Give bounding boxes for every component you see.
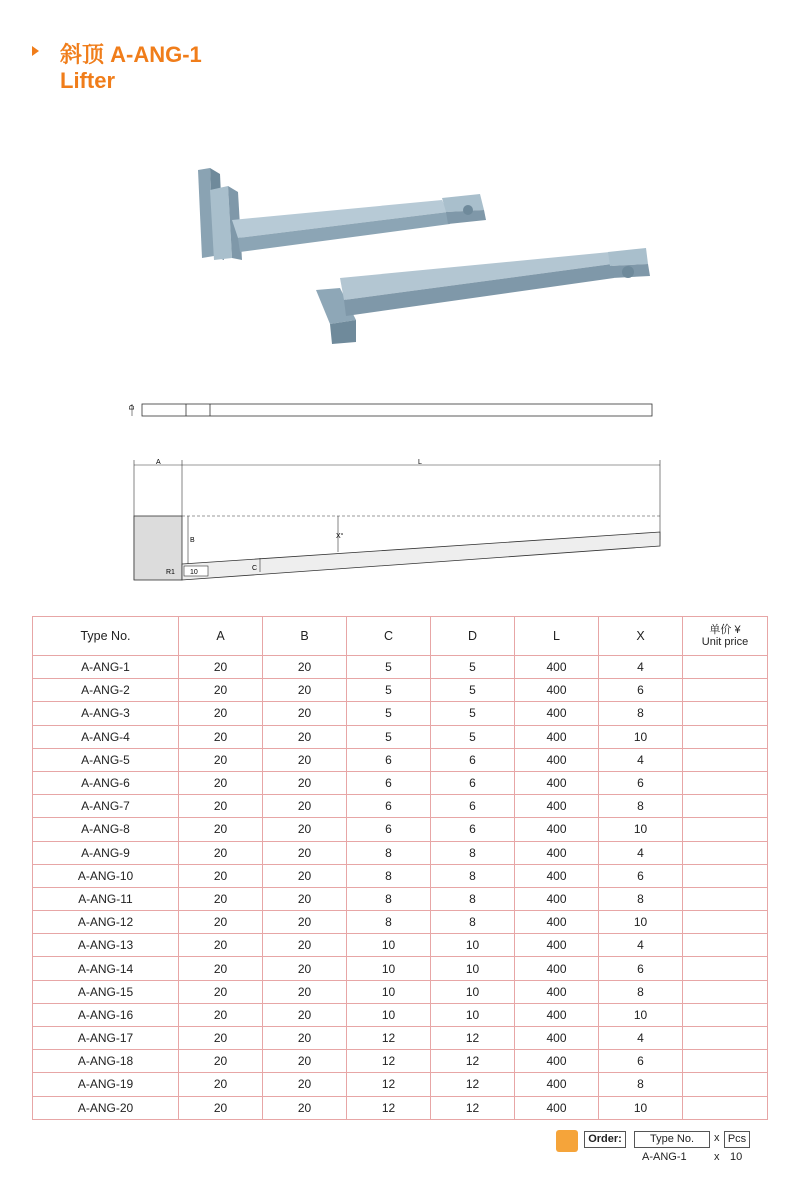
table-cell: 400 bbox=[515, 1050, 599, 1073]
table-cell: 10 bbox=[347, 980, 431, 1003]
table-cell: 8 bbox=[431, 864, 515, 887]
table-cell: 400 bbox=[515, 679, 599, 702]
order-times-2: x bbox=[714, 1151, 720, 1163]
table-cell: 400 bbox=[515, 748, 599, 771]
table-row bbox=[33, 957, 768, 980]
table-cell: 4 bbox=[599, 934, 683, 957]
table-cell: 8 bbox=[599, 1073, 683, 1096]
table-cell: A-ANG-5 bbox=[33, 748, 179, 771]
column-header: D bbox=[431, 617, 515, 656]
table-cell: 20 bbox=[263, 656, 347, 679]
table-cell: 6 bbox=[599, 679, 683, 702]
triangle-bullet-icon bbox=[32, 46, 39, 56]
unit-price-cell bbox=[683, 1003, 768, 1026]
table-row bbox=[33, 1003, 768, 1026]
unit-price-cell bbox=[683, 1096, 768, 1119]
table-cell: 20 bbox=[263, 1027, 347, 1050]
order-label: Order: bbox=[584, 1131, 626, 1148]
table-cell: A-ANG-10 bbox=[33, 864, 179, 887]
table-cell: 10 bbox=[599, 1003, 683, 1026]
unit-price-cell bbox=[683, 818, 768, 841]
order-qty-value: 10 bbox=[730, 1151, 743, 1163]
table-row bbox=[33, 771, 768, 794]
table-row bbox=[33, 980, 768, 1003]
table-cell: 20 bbox=[263, 702, 347, 725]
table-row bbox=[33, 1096, 768, 1119]
table-cell: 8 bbox=[431, 887, 515, 910]
table-cell: 20 bbox=[179, 795, 263, 818]
unit-price-cell bbox=[683, 841, 768, 864]
unit-price-cell bbox=[683, 887, 768, 910]
table-cell: 20 bbox=[179, 771, 263, 794]
table-cell: 6 bbox=[599, 771, 683, 794]
table-cell: 8 bbox=[347, 841, 431, 864]
table-cell: 5 bbox=[347, 679, 431, 702]
table-body bbox=[33, 656, 768, 1120]
table-cell: A-ANG-19 bbox=[33, 1073, 179, 1096]
dim-r1-label: R1 bbox=[166, 569, 175, 576]
table-cell: A-ANG-2 bbox=[33, 679, 179, 702]
table-cell: 400 bbox=[515, 818, 599, 841]
table-cell: 5 bbox=[431, 656, 515, 679]
table-cell: 400 bbox=[515, 1096, 599, 1119]
table-cell: 400 bbox=[515, 1003, 599, 1026]
unit-price-cell bbox=[683, 1073, 768, 1096]
table-cell: 400 bbox=[515, 911, 599, 934]
table-row bbox=[33, 1050, 768, 1073]
table-cell: 6 bbox=[431, 771, 515, 794]
table-cell: 6 bbox=[347, 818, 431, 841]
column-header: Type No. bbox=[33, 617, 179, 656]
table-cell: 12 bbox=[347, 1027, 431, 1050]
table-cell: 20 bbox=[263, 748, 347, 771]
dim-10-label: 10 bbox=[190, 569, 198, 576]
table-row bbox=[33, 702, 768, 725]
table-row bbox=[33, 656, 768, 679]
table-cell: A-ANG-16 bbox=[33, 1003, 179, 1026]
table-cell: 20 bbox=[179, 864, 263, 887]
table-cell: 10 bbox=[431, 980, 515, 1003]
table-cell: 20 bbox=[263, 679, 347, 702]
table-cell: A-ANG-7 bbox=[33, 795, 179, 818]
table-cell: 20 bbox=[179, 887, 263, 910]
table-cell: 20 bbox=[263, 911, 347, 934]
table-cell: 400 bbox=[515, 887, 599, 910]
table-cell: A-ANG-3 bbox=[33, 702, 179, 725]
unit-price-cell bbox=[683, 1050, 768, 1073]
page-title: 斜顶 A-ANG-1 bbox=[60, 42, 202, 67]
unit-price-cn: 单价 ¥ bbox=[709, 624, 741, 636]
table-cell: 400 bbox=[515, 795, 599, 818]
table-cell: 10 bbox=[431, 957, 515, 980]
table-cell: 400 bbox=[515, 771, 599, 794]
table-cell: 12 bbox=[347, 1050, 431, 1073]
table-cell: 10 bbox=[599, 725, 683, 748]
table-cell: 12 bbox=[431, 1096, 515, 1119]
order-type-value: A-ANG-1 bbox=[642, 1151, 687, 1163]
table-cell: 8 bbox=[599, 702, 683, 725]
table-cell: 400 bbox=[515, 841, 599, 864]
table-cell: A-ANG-4 bbox=[33, 725, 179, 748]
table-cell: 4 bbox=[599, 748, 683, 771]
table-cell: 6 bbox=[347, 748, 431, 771]
spec-table bbox=[32, 616, 768, 1120]
table-row bbox=[33, 1027, 768, 1050]
table-cell: 400 bbox=[515, 957, 599, 980]
dim-b-label: B bbox=[190, 537, 195, 544]
table-cell: 400 bbox=[515, 1073, 599, 1096]
table-cell: 20 bbox=[263, 864, 347, 887]
table-cell: A-ANG-13 bbox=[33, 934, 179, 957]
table-cell: 10 bbox=[347, 957, 431, 980]
table-cell: 20 bbox=[179, 934, 263, 957]
table-cell: 400 bbox=[515, 656, 599, 679]
table-cell: 20 bbox=[263, 1050, 347, 1073]
table-cell: 20 bbox=[179, 957, 263, 980]
unit-price-cell bbox=[683, 957, 768, 980]
dim-c-label: C bbox=[252, 565, 258, 572]
table-cell: 5 bbox=[347, 725, 431, 748]
table-cell: 20 bbox=[179, 725, 263, 748]
unit-price-en: Unit price bbox=[701, 636, 749, 648]
unit-price-cell bbox=[683, 771, 768, 794]
table-cell: 20 bbox=[263, 957, 347, 980]
table-cell: 6 bbox=[431, 795, 515, 818]
table-row bbox=[33, 795, 768, 818]
table-cell: 5 bbox=[431, 679, 515, 702]
table-cell: 20 bbox=[263, 841, 347, 864]
table-cell: 20 bbox=[263, 1073, 347, 1096]
table-cell: 20 bbox=[263, 725, 347, 748]
table-cell: 20 bbox=[179, 679, 263, 702]
table-cell: 20 bbox=[263, 980, 347, 1003]
dim-x-label: X° bbox=[336, 533, 344, 540]
unit-price-cell bbox=[683, 980, 768, 1003]
table-cell: 8 bbox=[347, 864, 431, 887]
table-cell: 20 bbox=[263, 771, 347, 794]
table-cell: A-ANG-1 bbox=[33, 656, 179, 679]
table-row bbox=[33, 911, 768, 934]
page-subtitle: Lifter bbox=[60, 68, 115, 93]
table-row bbox=[33, 887, 768, 910]
table-cell: 20 bbox=[179, 748, 263, 771]
unit-price-cell bbox=[683, 1027, 768, 1050]
unit-price-cell bbox=[683, 656, 768, 679]
product-image bbox=[180, 160, 660, 350]
table-cell: 20 bbox=[263, 818, 347, 841]
table-cell: 4 bbox=[599, 1027, 683, 1050]
table-cell: 10 bbox=[599, 818, 683, 841]
table-cell: 8 bbox=[599, 980, 683, 1003]
column-header: L bbox=[515, 617, 599, 656]
table-row bbox=[33, 934, 768, 957]
table-cell: 6 bbox=[431, 818, 515, 841]
table-cell: 20 bbox=[179, 1003, 263, 1026]
table-cell: 400 bbox=[515, 725, 599, 748]
table-cell: 6 bbox=[599, 957, 683, 980]
column-header-unit-price bbox=[683, 617, 768, 656]
order-example bbox=[556, 1128, 786, 1168]
lifter-part-lower bbox=[316, 248, 650, 344]
table-row bbox=[33, 841, 768, 864]
table-cell: 8 bbox=[599, 887, 683, 910]
table-cell: 6 bbox=[599, 864, 683, 887]
table-cell: 20 bbox=[179, 841, 263, 864]
table-cell: 12 bbox=[431, 1027, 515, 1050]
table-row bbox=[33, 864, 768, 887]
table-cell: 20 bbox=[179, 1027, 263, 1050]
table-row bbox=[33, 1073, 768, 1096]
table-cell: 10 bbox=[347, 934, 431, 957]
table-cell: 5 bbox=[347, 656, 431, 679]
table-cell: 12 bbox=[347, 1073, 431, 1096]
table-cell: 400 bbox=[515, 980, 599, 1003]
table-cell: 5 bbox=[431, 702, 515, 725]
dim-d-label: D bbox=[129, 404, 136, 410]
side-view bbox=[134, 459, 660, 580]
table-cell: A-ANG-8 bbox=[33, 818, 179, 841]
table-cell: 20 bbox=[179, 980, 263, 1003]
table-cell: A-ANG-15 bbox=[33, 980, 179, 1003]
order-times: x bbox=[714, 1132, 720, 1144]
table-cell: A-ANG-18 bbox=[33, 1050, 179, 1073]
table-cell: 20 bbox=[179, 1073, 263, 1096]
table-cell: 20 bbox=[179, 818, 263, 841]
table-cell: 8 bbox=[347, 887, 431, 910]
table-cell: 10 bbox=[431, 934, 515, 957]
table-cell: 4 bbox=[599, 656, 683, 679]
table-header-row bbox=[33, 617, 768, 656]
phone-icon bbox=[556, 1130, 578, 1152]
table-cell: A-ANG-14 bbox=[33, 957, 179, 980]
unit-price-cell bbox=[683, 795, 768, 818]
table-cell: 20 bbox=[179, 1050, 263, 1073]
table-cell: 12 bbox=[431, 1073, 515, 1096]
table-cell: A-ANG-17 bbox=[33, 1027, 179, 1050]
table-cell: 5 bbox=[347, 702, 431, 725]
lifter-part-upper bbox=[198, 168, 486, 260]
dim-l-label: L bbox=[418, 459, 422, 466]
table-cell: A-ANG-11 bbox=[33, 887, 179, 910]
top-view bbox=[129, 404, 652, 416]
table-cell: A-ANG-20 bbox=[33, 1096, 179, 1119]
table-cell: 20 bbox=[179, 702, 263, 725]
unit-price-cell bbox=[683, 864, 768, 887]
column-header: C bbox=[347, 617, 431, 656]
table-cell: 20 bbox=[263, 1003, 347, 1026]
table-cell: A-ANG-6 bbox=[33, 771, 179, 794]
table-cell: 20 bbox=[179, 911, 263, 934]
table-cell: 400 bbox=[515, 1027, 599, 1050]
table-cell: A-ANG-9 bbox=[33, 841, 179, 864]
unit-price-cell bbox=[683, 725, 768, 748]
table-cell: 20 bbox=[179, 1096, 263, 1119]
table-cell: 5 bbox=[431, 725, 515, 748]
table-row bbox=[33, 725, 768, 748]
table-cell: 10 bbox=[599, 911, 683, 934]
table-cell: 12 bbox=[347, 1096, 431, 1119]
table-cell: 20 bbox=[263, 887, 347, 910]
unit-price-cell bbox=[683, 934, 768, 957]
technical-drawing bbox=[120, 390, 680, 590]
column-header: B bbox=[263, 617, 347, 656]
table-cell: 20 bbox=[179, 656, 263, 679]
table-cell: 400 bbox=[515, 864, 599, 887]
table-cell: 20 bbox=[263, 795, 347, 818]
table-cell: 4 bbox=[599, 841, 683, 864]
table-cell: 6 bbox=[431, 748, 515, 771]
unit-price-cell bbox=[683, 702, 768, 725]
table-cell: 6 bbox=[347, 795, 431, 818]
table-cell: 400 bbox=[515, 702, 599, 725]
table-cell: 8 bbox=[431, 911, 515, 934]
column-header: A bbox=[179, 617, 263, 656]
table-cell: 12 bbox=[431, 1050, 515, 1073]
table-cell: 6 bbox=[599, 1050, 683, 1073]
unit-price-cell bbox=[683, 679, 768, 702]
table-cell: 8 bbox=[431, 841, 515, 864]
table-cell: 10 bbox=[347, 1003, 431, 1026]
table-cell: 8 bbox=[347, 911, 431, 934]
order-pcs-header: Pcs bbox=[724, 1131, 750, 1148]
order-type-header: Type No. bbox=[634, 1131, 710, 1148]
table-cell: 8 bbox=[599, 795, 683, 818]
table-row bbox=[33, 679, 768, 702]
table-cell: 6 bbox=[347, 771, 431, 794]
table-cell: 10 bbox=[599, 1096, 683, 1119]
unit-price-cell bbox=[683, 911, 768, 934]
column-header: X bbox=[599, 617, 683, 656]
table-row bbox=[33, 818, 768, 841]
table-cell: A-ANG-12 bbox=[33, 911, 179, 934]
table-cell: 20 bbox=[263, 1096, 347, 1119]
table-cell: 10 bbox=[431, 1003, 515, 1026]
table-cell: 400 bbox=[515, 934, 599, 957]
table-cell: 20 bbox=[263, 934, 347, 957]
unit-price-cell bbox=[683, 748, 768, 771]
table-row bbox=[33, 748, 768, 771]
dim-a-label: A bbox=[156, 459, 161, 466]
